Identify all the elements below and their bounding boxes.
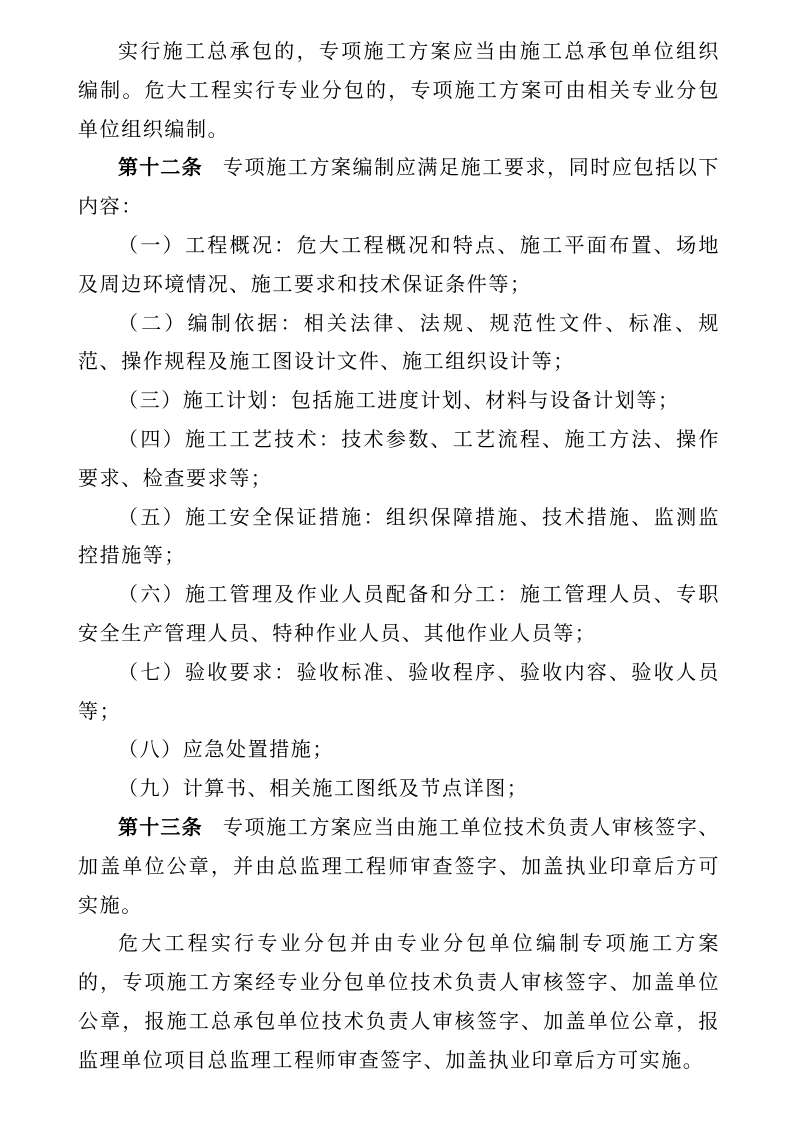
- list-item-9: （九）计算书、相关施工图纸及节点详图；: [118, 776, 529, 801]
- document-body: [78, 32, 720, 1080]
- article-13-paragraph: [78, 808, 720, 924]
- article-12-paragraph: [78, 148, 720, 226]
- list-item-1: （一）工程概况：危大工程概况和特点、施工平面布置、场地及周边环境情况、施工要求和技术保证条件等；: [78, 232, 720, 296]
- list-item-5: （五）施工安全保证措施：组织保障措施、技术措施、监测监控措施等；: [78, 504, 720, 568]
- paragraph-final: 危大工程实行专业分包并由专业分包单位编制专项施工方案的，专项施工方案经专业分包单位技术负责人审核签字、加盖单位公章，报施工总承包单位技术负责人审核签字、加盖单位公章，报监理单位项目总监理工程师审查签字、加盖执业印章后方可实施。: [78, 931, 720, 1072]
- list-item-7: （七）验收要求：验收标准、验收程序、验收内容、验收人员等；: [78, 659, 720, 723]
- article-13-text: 专项施工方案应当由施工单位技术负责人审核签字、加盖单位公章，并由总监理工程师审查签字、加盖执业印章后方可实施。: [78, 814, 720, 917]
- list-item-3: （三）施工计划：包括施工进度计划、材料与设备计划等；: [118, 388, 680, 413]
- list-item-2: （二）编制依据：相关法律、法规、规范性文件、标准、规范、操作规程及施工图设计文件、施工组织设计等；: [78, 310, 720, 374]
- list-item-6: （六）施工管理及作业人员配备和分工：施工管理人员、专职安全生产管理人员、特种作业人员、其他作业人员等；: [78, 582, 720, 645]
- paragraph-intro: 实行施工总承包的，专项施工方案应当由施工总承包单位组织编制。危大工程实行专业分包的，专项施工方案可由相关专业分包单位组织编制。: [78, 39, 720, 141]
- article-12-text: 专项施工方案编制应满足施工要求，同时应包括以下内容：: [78, 155, 720, 219]
- article-12-heading: 第十二条: [118, 155, 203, 180]
- list-item-8: （八）应急处置措施；: [118, 737, 334, 762]
- article-13-heading: 第十三条: [118, 814, 203, 839]
- list-item-4: （四）施工工艺技术：技术参数、工艺流程、施工方法、操作要求、检查要求等；: [78, 426, 720, 490]
